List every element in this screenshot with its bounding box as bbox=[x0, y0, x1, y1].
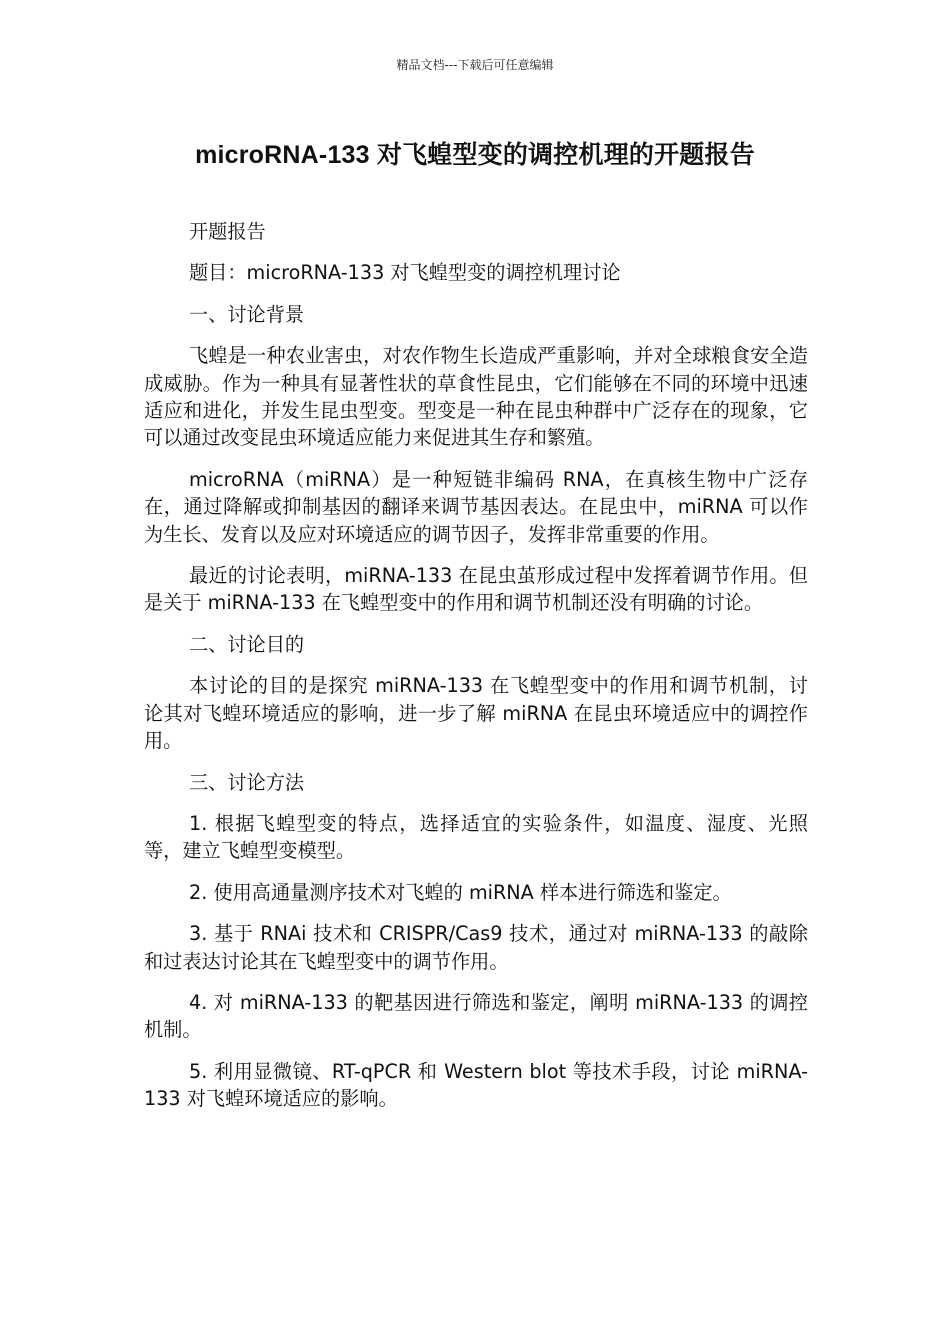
section-label-proposal: 开题报告 bbox=[189, 220, 266, 243]
method-item-5: 5. 利用显微镜、RT-qPCR 和 Western blot 等技术手段，讨论 miRNA-133 对飞蝗环境适应的影响。 bbox=[144, 1059, 808, 1111]
method-item-2: 2. 使用高通量测序技术对飞蝗的 miRNA 样本进行筛选和鉴定。 bbox=[189, 880, 732, 904]
document-body bbox=[144, 218, 808, 1127]
heading-methods: 三、讨论方法 bbox=[189, 770, 305, 794]
page-header: 精品文档---下载后可任意编辑 bbox=[396, 58, 554, 72]
method-item-1: 1. 根据飞蝗型变的特点，选择适宜的实验条件，如温度、湿度、光照等，建立飞蝗型变模型。 bbox=[144, 811, 808, 863]
paragraph-mirna-intro: microRNA（miRNA）是一种短链非编码 RNA，在真核生物中广泛存在，通过降解或抑制基因的翻译来调节基因表达。在昆虫中，miRNA 可以作为生长、发育以及应对环境适应的调节因子，发挥非常重要的作用。 bbox=[144, 467, 808, 546]
method-item-4: 4. 对 miRNA-133 的靶基因进行筛选和鉴定，阐明 miRNA-133 的调控机制。 bbox=[144, 990, 808, 1042]
paragraph-locust-intro: 飞蝗是一种农业害虫，对农作物生长造成严重影响，并对全球粮食安全造成威胁。作为一种具有显著性状的草食性昆虫，它们能够在不同的环境中迅速适应和进化，并发生昆虫型变。型变是一种在昆虫种群中广泛存在的现象，它可以通过改变昆虫环境适应能力来促进其生存和繁殖。 bbox=[144, 344, 808, 450]
paragraph-recent-research: 最近的讨论表明，miRNA-133 在昆虫茧形成过程中发挥着调节作用。但是关于 miRNA-133 在飞蝗型变中的作用和调节机制还没有明确的讨论。 bbox=[144, 564, 808, 615]
method-item-3: 3. 基于 RNAi 技术和 CRISPR/Cas9 技术，通过对 miRNA-133 的敲除和过表达讨论其在飞蝗型变中的调节作用。 bbox=[144, 922, 808, 973]
heading-purpose: 二、讨论目的 bbox=[189, 632, 305, 656]
topic-line: 题目：microRNA-133 对飞蝗型变的调控机理讨论 bbox=[189, 261, 621, 285]
paragraph-purpose: 本讨论的目的是探究 miRNA-133 在飞蝗型变中的作用和调节机制，讨论其对飞蝗环境适应的影响，进一步了解 miRNA 在昆虫环境适应中的调控作用。 bbox=[144, 674, 808, 753]
document-title: microRNA-133 对飞蝗型变的调控机理的开题报告 bbox=[195, 141, 755, 169]
heading-background: 一、讨论背景 bbox=[189, 302, 305, 326]
